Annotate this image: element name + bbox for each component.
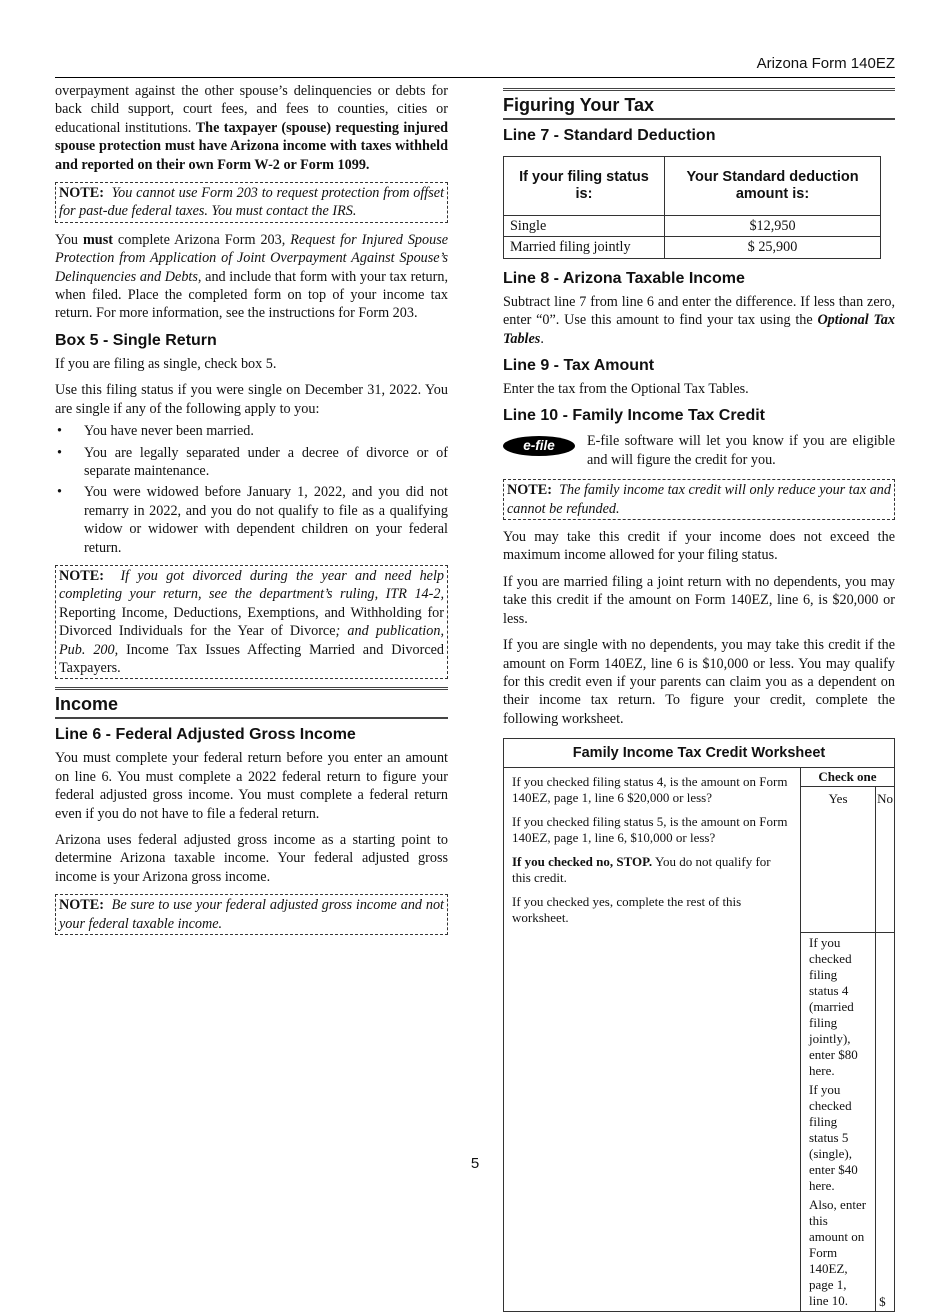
note-family-credit: NOTE: The family income tax credit will only reduce your tax and cannot be refunded. bbox=[503, 479, 895, 520]
note-form-203: NOTE: You cannot use Form 203 to request protection from offset for past-due federal taxes. You must contact the IRS. bbox=[55, 182, 448, 223]
box5-heading: Box 5 - Single Return bbox=[55, 331, 217, 349]
table-row bbox=[504, 216, 881, 237]
worksheet-q1: If you checked filing status 4, is the amount on Form 140EZ, page 1, line 6 $20,000 or less? bbox=[512, 774, 788, 806]
header-rule bbox=[55, 77, 895, 78]
line8-paragraph: Subtract line 7 from line 6 and enter the difference. If less than zero, enter “0”. Use this amount to find your tax using the Optional Tax Tables. bbox=[503, 293, 895, 347]
standard-deduction-table bbox=[503, 156, 881, 259]
check-one-label: Check one bbox=[801, 768, 895, 787]
list-item: • You were widowed before January 1, 2022, and you did not remarry in 2022, and you do not qualify to file as a qualifying widow or widower with dependent children on your federal return. bbox=[57, 484, 448, 556]
table-header: If your filing status is: bbox=[504, 157, 665, 216]
worksheet-q3: If you checked no, STOP. You do not qualify for this credit. bbox=[512, 854, 771, 886]
form-title: Arizona Form 140EZ bbox=[756, 55, 895, 72]
line7-heading: Line 7 - Standard Deduction bbox=[503, 127, 716, 144]
credit-paragraph-2: If you are married filing a joint return with no dependents, you may take this credit if the amount on Form 140EZ, line 6, is $20,000 or less. bbox=[503, 573, 895, 627]
line8-heading: Line 8 - Arizona Taxable Income bbox=[503, 269, 745, 287]
income-heading: Income bbox=[55, 687, 448, 719]
table-header: Your Standard deduction amount is: bbox=[665, 157, 881, 216]
credit-paragraph-3: If you are single with no dependents, you may take this credit if the amount on Form 140EZ, line 6 is $10,000 or less. You may qualify for this credit even if your parents can claim you as a dependent on their income tax return. To figure your credit, complete the following worksheet. bbox=[503, 637, 895, 727]
efile-text: E-file software will let you know if you are eligible and will figure the credit for you. bbox=[587, 433, 895, 468]
worksheet-title: Family Income Tax Credit Worksheet bbox=[504, 739, 895, 768]
box5-paragraph-2: Use this filing status if you were single on December 31, 2022. You are single if any of the following apply to you: bbox=[55, 382, 448, 417]
form-203-paragraph: You must complete Arizona Form 203, Request for Injured Spouse Protection from Application of Joint Overpayment Against Spouse’s Delinquencies and Debts, and include that form with your tax return, when filed. Place the completed form on top of your income tax return. For more information, see the instructions for Form 203. bbox=[55, 231, 449, 322]
line10-heading: Line 10 - Family Income Tax Credit bbox=[503, 407, 765, 425]
line9-paragraph: Enter the tax from the Optional Tax Tables. bbox=[503, 381, 749, 398]
box5-paragraph-1: If you are filing as single, check box 5. bbox=[55, 355, 277, 372]
table-cell: Single bbox=[504, 216, 665, 237]
efile-logo-icon: e-file bbox=[503, 436, 575, 456]
worksheet-questions bbox=[504, 768, 801, 1312]
worksheet-r1: If you checked filing status 4 (married filing jointly), enter $80 here. bbox=[809, 935, 858, 1079]
left-column bbox=[55, 82, 448, 943]
single-criteria-list bbox=[55, 422, 448, 557]
worksheet-r3: Also, enter this amount on Form 140EZ, page 1, line 10. bbox=[809, 1197, 867, 1309]
family-credit-worksheet bbox=[503, 738, 895, 1312]
worksheet-r2: If you checked filing status 5 (single), enter $40 here. bbox=[809, 1082, 858, 1194]
no-checkbox[interactable] bbox=[876, 787, 895, 933]
no-label: No bbox=[877, 791, 893, 807]
list-item: • You have never been married. bbox=[57, 423, 254, 440]
table-cell: $ 25,900 bbox=[665, 237, 881, 258]
line6-heading: Line 6 - Federal Adjusted Gross Income bbox=[55, 726, 356, 744]
table-cell: $12,950 bbox=[665, 216, 881, 237]
line9-heading: Line 9 - Tax Amount bbox=[503, 357, 655, 375]
yes-checkbox[interactable] bbox=[801, 787, 876, 933]
dollar-sign: $ bbox=[879, 1294, 886, 1310]
table-cell: Married filing jointly bbox=[504, 237, 665, 258]
worksheet-q4: If you checked yes, complete the rest of this worksheet. bbox=[512, 894, 742, 926]
efile-notice bbox=[503, 432, 895, 469]
worksheet-q2: If you checked filing status 5, is the amount on Form 140EZ, page 1, line 6, $10,000 or less? bbox=[512, 814, 788, 846]
credit-paragraph-1: You may take this credit if your income does not exceed the maximum income allowed for your filing status. bbox=[503, 529, 895, 564]
credit-amount-field[interactable] bbox=[876, 933, 895, 1312]
line6-paragraph-2: Arizona uses federal adjusted gross income as a starting point to determine Arizona taxable income. Your federal adjusted gross income is your Arizona gross income. bbox=[55, 832, 448, 885]
injured-spouse-intro: overpayment against the other spouse’s delinquencies or debts for back child support, court fees, and fees to counties, cities or educational institutions. The taxpayer (spouse) requesting injured spouse protection must have Arizona income with taxes withheld and reported on their own Form W-2 or Form 1099. bbox=[55, 83, 449, 173]
table-header-row bbox=[504, 157, 881, 216]
figuring-tax-heading: Figuring Your Tax bbox=[503, 88, 895, 120]
page-header bbox=[55, 55, 895, 75]
note-divorce: NOTE: If you got divorced during the year and need help completing your return, see the department’s ruling, ITR 14-2, Reporting Income, Deductions, Exemptions, and Withholding for Divorced Individuals for the Year of Divorce; and publication, Pub. 200, Income Tax Issues Affecting Married and Divorced Taxpayers. bbox=[55, 565, 448, 679]
line6-paragraph-1: You must complete your federal return before you enter an amount on line 6. You must complete a 2022 federal return to figure your federal adjusted gross income. You must complete a federal return even if you do not have to file a federal return. bbox=[55, 750, 448, 822]
yes-label: Yes bbox=[828, 791, 848, 807]
list-item: • You are legally separated under a decree of divorce or of separate maintenance. bbox=[57, 444, 448, 479]
right-column bbox=[503, 82, 895, 1312]
page-number: 5 bbox=[470, 1155, 480, 1172]
note-agi: NOTE: Be sure to use your federal adjusted gross income and not your federal taxable income. bbox=[55, 894, 448, 935]
table-row bbox=[504, 237, 881, 258]
worksheet-results bbox=[801, 933, 876, 1312]
